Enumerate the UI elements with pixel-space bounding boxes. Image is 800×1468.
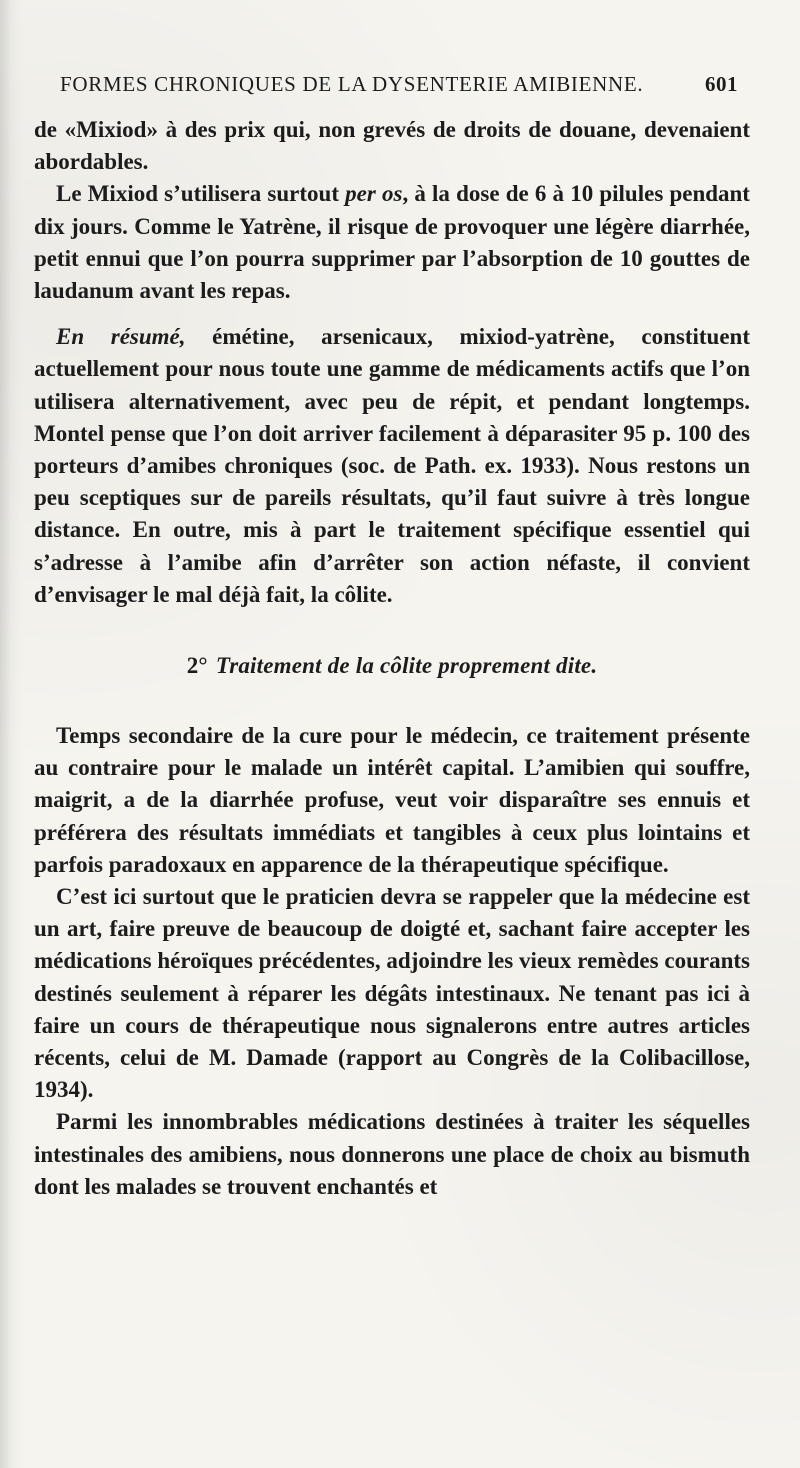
paragraph-mixiod-dosage xyxy=(34,178,750,307)
paragraph-text-start: Le Mixiod s’utilisera surtout xyxy=(56,181,346,207)
summary-lead-in: En résumé, xyxy=(56,324,186,350)
page-body xyxy=(34,114,750,1203)
section-title: Traitement de la côlite proprement dite. xyxy=(215,653,598,679)
paragraph-summary xyxy=(34,321,750,611)
paragraph-text: Temps secondaire de la cure pour le médecin, ce traitement présente au contraire pour le malade un intérêt capital. L’amibien qui souffre, maigrit, a de la diarrhée profuse, veut voir disparaître ses ennuis et préférera des résultats immédiats et tangibles à ceux plus lointains et parfois paradoxaux en apparence de la thérapeutique spécifique. xyxy=(34,723,750,877)
paragraph-text: émétine, arsenicaux, mixiod-yatrène, constituent actuellement pour nous toute une gamme de médicaments actifs que l’on utilisera alternativement, avec peu de répit, et pendant longtemps. Montel pense que l’on doit arriver facilement à déparasiter 95 p. 100 des porteurs d’amibes chroniques (soc. de Path. ex. 1933). Nous restons un peu sceptiques sur de pareils résultats, qu’il faut suivre à très longue distance. En outre, mis à part le traitement spécifique essentiel qui s’adresse à l’amibe afin d’arrêter son action néfaste, il convient d’envisager le mal déjà fait, la côlite. xyxy=(34,324,750,607)
paragraph-secondary-treatment xyxy=(34,720,750,881)
paragraph-text: C’est ici surtout que le praticien devra se rappeler que la médecine est un art, faire preuve de beaucoup de doigté et, sachant faire accepter les médications héroïques précédentes, adjoindre les vieux remèdes courants destinés seulement à réparer les dégâts intestinaux. Ne tenant pas ici à faire un cours de thérapeutique nous signalerons entre autres articles récents, celui de M. Damade (rapport au Congrès de la Colibacillose, 1934). xyxy=(34,884,750,1103)
section-number: 2° xyxy=(186,653,208,679)
paragraph-bismuth xyxy=(34,1106,750,1203)
section-heading xyxy=(34,651,750,681)
paragraph-text: Parmi les innombrables médications destinées à traiter les séquelles intestinales des amibiens, nous donnerons une place de choix au bismuth dont les malades se trouvent enchantés et xyxy=(34,1109,750,1199)
page-number: 601 xyxy=(705,72,738,96)
page-gutter-shadow xyxy=(0,0,22,1468)
running-header-title: FORMES CHRONIQUES DE LA DYSENTERIE AMIBIENNE. xyxy=(60,72,644,96)
running-header xyxy=(60,72,738,106)
paragraph-practitioner-art xyxy=(34,881,750,1106)
paragraph-mixiod-pricing xyxy=(34,114,750,178)
latin-term-per-os: per os xyxy=(345,181,403,207)
paragraph-text-end: , à la dose de 6 à 10 pilules pendant dix jours. Comme le Yatrène, il risque de provoquer une légère diarrhée, petit ennui que l’on pourra supprimer par l’absorption de 10 gouttes de laudanum avant les repas. xyxy=(34,181,750,304)
paragraph-text: de «Mixiod» à des prix qui, non grevés de droits de douane, devenaient abordables. xyxy=(34,117,750,175)
